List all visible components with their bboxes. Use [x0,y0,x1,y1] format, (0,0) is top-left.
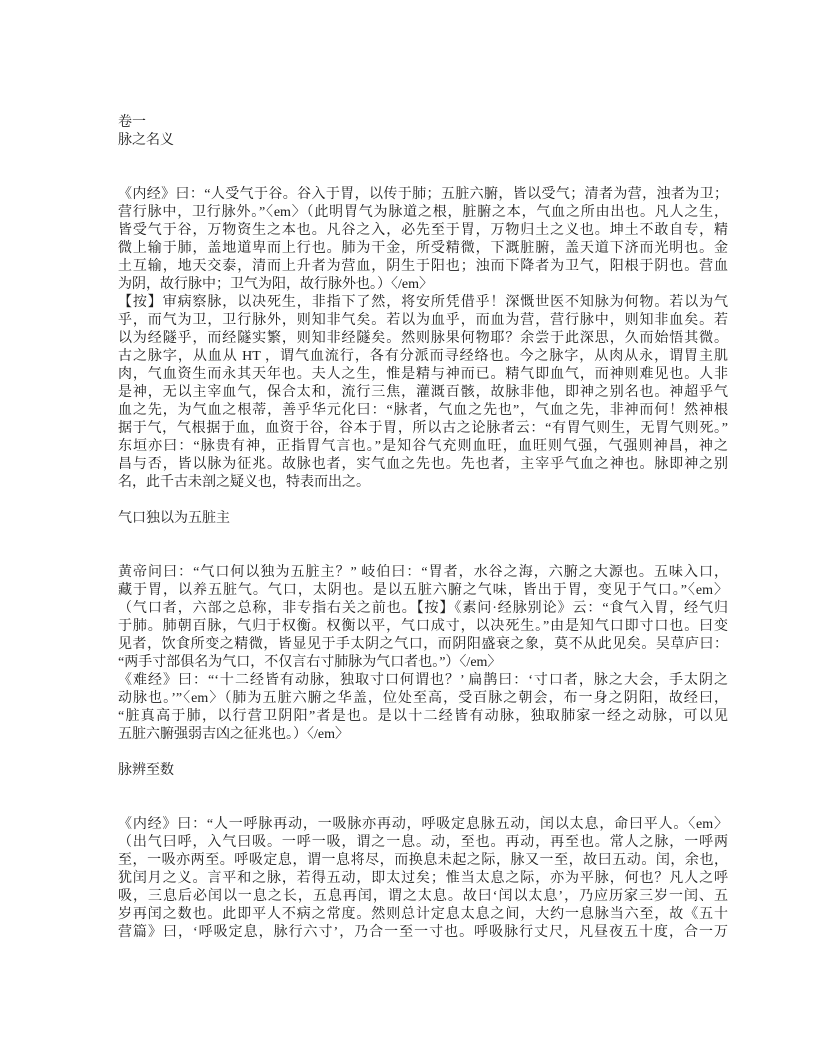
text-line: 《内经》曰：“人受气于谷。谷入于胃，以传于肺；五脏六腑，皆以受气；清者为营，浊者为卫； [118,187,728,202]
text-line: 皆受气于谷，万物资生之本也。凡谷之入，必先至于胃，万物归土之义也。坤土不敢自专，精 [118,223,728,238]
document-content [118,114,728,942]
section-heading: 脉辨至数 [118,763,174,778]
text-line: “两手寸部俱名为气口，不仅言右寸肺脉为气口者也。”）〈/em〉 [118,655,502,670]
text-line: 是神，无以主宰血气，保合太和，流行三焦，灌溉百骸，故脉非他，即神之别名也。神超乎气 [118,385,728,400]
paragraph [118,294,728,492]
text-line: 以为经隧乎，而经隧实繁，则知非经隧矣。然则脉果何物耶？余尝于此深思，久而始悟其微。 [118,331,728,346]
text-line: 东垣亦曰：“脉贵有神，正指胃气言也。”是知谷气充则血旺，血旺则气强，气强则神昌，神之 [118,439,728,454]
text-line: 岁再闰之数也。此即平人不病之常度。然则总计定息太息之间，大约一息脉当六至，故《五十 [118,907,728,922]
section-heading: 气口独以为五脏主 [118,511,230,526]
text-line: 脉之名义 [118,133,174,148]
text-line: 《内经》曰：“人一呼脉再动，一吸脉亦再动，呼吸定息脉五动，闰以太息，命曰平人。〈em〉 [118,817,728,832]
text-line: 【按】审病察脉，以决死生，非指下了然，将安所凭借乎！深慨世医不知脉为何物。若以为气 [118,295,728,310]
paragraph [118,564,728,672]
text-line: 营行脉中，卫行脉外。”〈em〉（此明胃气为脉道之根，脏腑之本，气血之所由出也。凡人之生， [118,205,728,220]
text-line: 《难经》曰：“‘十二经皆有动脉，独取寸口何谓也？’ 扁鹊曰：‘寸口者，脉之大会，手太阴之 [118,673,728,688]
paragraph [118,816,728,942]
text-line: 营篇》曰，‘呼吸定息，脉行六寸’，乃合一至一寸也。呼吸脉行丈尺，凡昼夜五十度，合一万 [118,925,728,940]
paragraph [118,672,728,744]
title-block [118,114,728,150]
text-line: 肉，气血资生而永其天年也。夫人之生，惟是精与神而已。精气即血气，而神则难见也。人非 [118,367,728,382]
text-line: （气口者，六部之总称，非专指右关之前也。【按】《素问·经脉别论》云：“食气入胃，经气归 [118,601,728,616]
text-line: “脏真高于肺，以行营卫阴阳”者是也。是以十二经皆有动脉，独取肺家一经之动脉，可以见 [118,709,728,724]
text-line: 昌与否，皆以脉为征兆。故脉也者，实气血之先也。先也者，主宰乎气血之神也。脉即神之别 [118,457,728,472]
text-line: 乎，而气为卫，卫行脉外，则知非气矣。若以为血乎，而血为营，营行脉中，则知非血矣。若 [118,313,728,328]
text-line: 微上输于肺，盖地道卑而上行也。肺为干金，所受精微，下溉脏腑，盖天道下济而光明也。金 [118,241,728,256]
text-line: 古之脉字，从血从 HT ，谓气血流行，各有分派而寻经络也。今之脉字，从肉从永，谓胃主肌 [118,349,728,364]
text-line: 血之先，为气血之根蒂，善乎华元化曰：“脉者，气血之先也”，气血之先，非神而何！然神根 [118,403,728,418]
text-line: 黄帝问曰：“气口何以独为五脏主？” 岐伯曰：“胃者，水谷之海，六腑之大源也。五味入口， [118,565,728,580]
text-line: 为阴，故行脉中；卫气为阳，故行脉外也。）〈/em〉 [118,277,433,292]
text-line: 五脏六腑强弱吉凶之征兆也。）〈/em〉 [118,727,349,742]
text-line: 至，一吸亦两至。呼吸定息，谓一息将尽，而换息未起之际，脉又一至，故曰五动。闰，余也， [118,853,728,868]
text-line: 名，此千古未剖之疑义也，特表而出之。 [118,475,370,490]
text-line: 动脉也。’”〈em〉（肺为五脏六腑之华盖，位处至高，受百脉之朝会，布一身之阴阳，故经曰， [118,691,728,706]
paragraph [118,186,728,294]
text-line: 卷一 [118,115,146,130]
text-line: 犹闰月之义。言平和之脉，若得五动，即太过矣；惟当太息之际，亦为平脉，何也？凡人之呼 [118,871,728,886]
text-line: 据于气，气根据于血，血资于谷，谷本于胃，所以古之论脉者云：“有胃气则生，无胃气则死。” [118,421,728,436]
text-line: 藏于胃，以养五脏气。气口，太阴也。是以五脏六腑之气味，皆出于胃，变见于气口。”〈em〉 [118,583,728,598]
text-line: （出气曰呼，入气曰吸。一呼一吸，谓之一息。动，至也。再动，再至也。常人之脉，一呼两 [118,835,728,850]
text-line: 吸，三息后必闰以一息之长，五息再闰，谓之太息。故曰‘闰以太息’，乃应历家三岁一闰、五 [118,889,728,904]
text-line: 于肺。肺朝百脉，气归于权衡。权衡以平，气口成寸，以决死生。”由是知气口即寸口也。曰变 [118,619,728,634]
text-line: 土互输，地天交泰，清而上升者为营血，阴生于阳也；浊而下降者为卫气，阳根于阴也。营血 [118,259,728,274]
text-line: 见者，饮食所变之精微，皆显见于手太阴之气口，而阴阳盛衰之象，莫不从此见矣。吴草庐曰： [118,637,728,652]
